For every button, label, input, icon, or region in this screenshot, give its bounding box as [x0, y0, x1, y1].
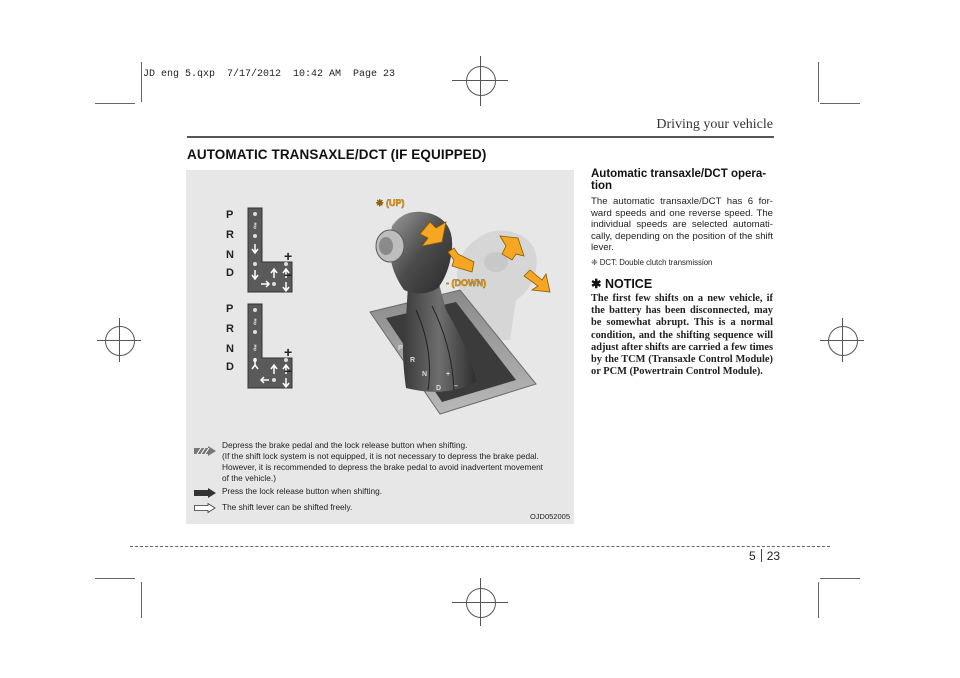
chapter-number: 5	[749, 549, 756, 563]
body-paragraph: The automatic transaxle/DCT has 6 for-ward speeds and one reverse speed. The individual speeds are selected automati-cally, depending on the position of the shift lever.	[591, 196, 773, 254]
gate-bottom-letter-r: R	[226, 323, 234, 335]
plate-letter-n: N	[422, 371, 428, 378]
subsection-heading: Automatic transaxle/DCT opera-tion	[591, 168, 767, 192]
label-down: - (DOWN)	[446, 278, 486, 288]
gate-top-plus: +	[284, 248, 293, 264]
shift-gate-diagrams	[242, 204, 302, 414]
header-rule	[187, 136, 774, 138]
svg-text:⚷: ⚷	[252, 221, 258, 230]
legend-brake-line: However, it is recommended to depress the brake pedal to avoid inadvertent movement	[222, 462, 543, 472]
text-column	[591, 168, 773, 378]
page-number-value: 23	[766, 549, 781, 563]
gate-top-letter-r: R	[226, 229, 234, 241]
shift-lever-illustration	[356, 190, 566, 415]
gate-top-letter-p: P	[226, 209, 234, 221]
legend-brake-line: Depress the brake pedal and the lock release button when shifting.	[222, 440, 468, 450]
label-up: ❈ (UP)	[376, 198, 405, 208]
gate-top-letter-d: D	[226, 267, 234, 279]
gate-bottom-plus: +	[284, 344, 293, 360]
legend-item-brake	[222, 440, 572, 484]
gate-top-letter-n: N	[226, 249, 234, 261]
notice-body: The first few shifts on a new vehicle, if the battery has been disconnected, may be somewhat abrupt. This is a normal condition, and the shifting sequence will adjust after shifts are carried a few times by the TCM (Transaxle Control Module) or PCM (Powertrain Control Module).	[591, 292, 773, 378]
notice-heading: ✱ NOTICE	[591, 276, 653, 291]
footer-rule	[130, 546, 830, 547]
gate-bottom-letter-d: D	[226, 361, 234, 373]
print-slug: JD eng 5.qxp 7/17/2012 10:42 AM Page 23	[143, 69, 396, 80]
footnote: ❈ DCT: Double clutch transmission	[591, 257, 713, 267]
legend-item-press: Press the lock release button when shifting.	[222, 486, 383, 496]
outline-arrow-icon	[194, 503, 216, 513]
plate-letter-r: R	[410, 357, 416, 364]
plate-letter-p: P	[398, 345, 403, 352]
shift-lever-figure	[186, 170, 574, 524]
plate-letter-d: D	[436, 385, 442, 392]
figure-code: OJD052005	[529, 512, 570, 521]
running-head: Driving your vehicle	[656, 117, 773, 132]
plate-letter-plus: +	[446, 371, 451, 378]
svg-text:⚷: ⚷	[252, 317, 258, 326]
gate-bottom-minus: –	[284, 362, 292, 378]
legend-item-free: The shift lever can be shifted freely.	[222, 502, 353, 512]
gate-bottom-letter-p: P	[226, 303, 234, 315]
svg-text:⚷: ⚷	[252, 343, 258, 352]
gate-bottom-letter-n: N	[226, 343, 234, 355]
solid-arrow-icon	[194, 488, 216, 498]
hatched-arrow-icon	[194, 446, 216, 456]
legend-brake-line: (If the shift lock system is not equipped, it is not necessary to depress the brake pedal.	[222, 451, 539, 461]
section-title: AUTOMATIC TRANSAXLE/DCT (IF EQUIPPED)	[187, 147, 487, 162]
gate-top-minus: –	[284, 266, 292, 282]
plate-letter-minus: –	[454, 383, 458, 390]
legend-brake-line: of the vehicle.)	[222, 473, 276, 483]
page-number	[749, 549, 780, 563]
